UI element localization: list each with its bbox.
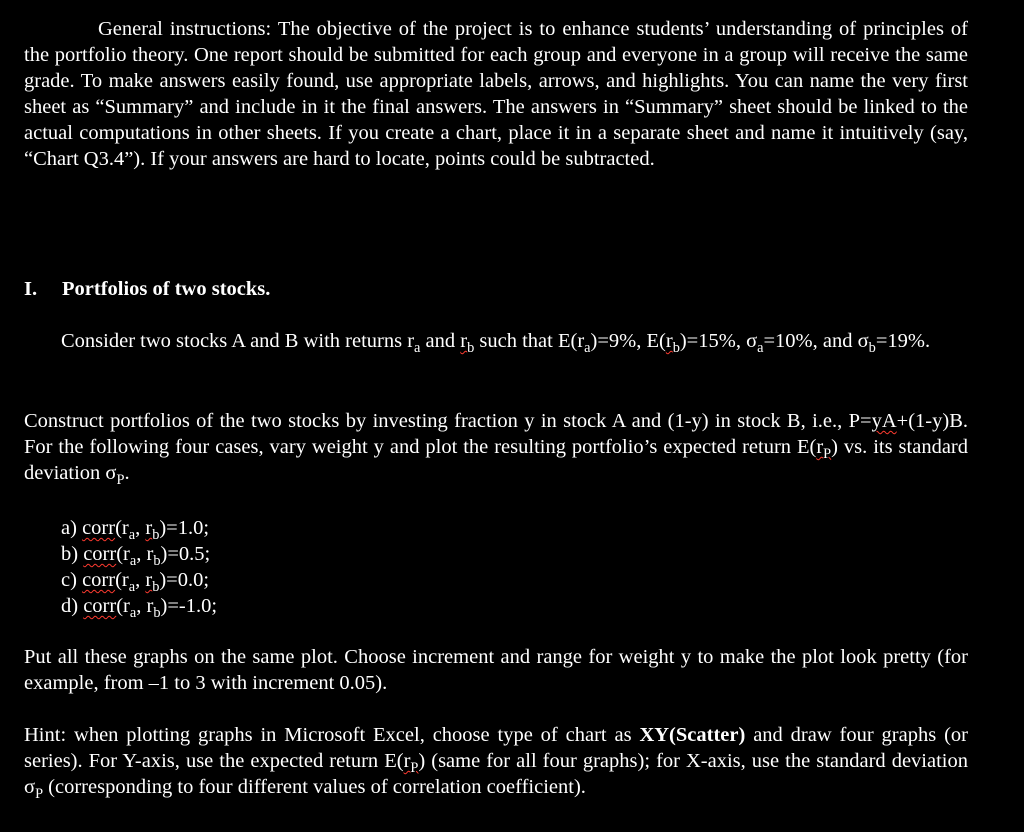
case-text: r <box>146 543 154 565</box>
consider-text: r <box>665 330 673 352</box>
consider-text: r <box>460 330 468 352</box>
subscript-b: b <box>152 527 160 544</box>
section-title: Portfolios of two stocks. <box>62 278 271 300</box>
consider-paragraph <box>24 328 968 357</box>
case-text: (r <box>116 595 130 617</box>
case-text: , <box>136 543 147 565</box>
case-label: a) <box>61 517 83 539</box>
subscript-b: b <box>153 605 161 622</box>
case-text: (r <box>116 543 130 565</box>
spellcheck-squiggle: corr <box>82 569 116 591</box>
case-item-d <box>61 593 1005 622</box>
subscript-a: a <box>129 553 137 570</box>
consider-text: Consider two stocks A and B with returns r <box>61 330 415 352</box>
hint-text: r <box>403 750 411 772</box>
subscript-a: a <box>128 527 136 544</box>
case-value: )=1.0; <box>159 517 210 539</box>
case-text: r <box>145 517 153 539</box>
construct-text: r <box>816 436 824 458</box>
subscript-b: b <box>467 340 475 357</box>
subscript-a: a <box>129 605 137 622</box>
chart-type-bold: XY(Scatter) <box>639 724 746 746</box>
case-item-a <box>61 515 1005 544</box>
subscript-p: P <box>116 472 125 489</box>
general-instructions: General instructions: The objective of the project is to enhance students’ understanding of principles of the portfolio theory. One report should be submitted for each group and everyone in a group will receive the same grade. To make answers easily found, use appropriate labels, arrows, and highlights. You can name the very first sheet as “Summary” and include in it the final answers. The answers in “Summary” sheet should be linked to the actual computations in other sheets. If you create a chart, place it in a separate sheet and name it intuitively (say, “Chart Q3.4”). If your answers are hard to locate, points could be subtracted. <box>24 18 968 170</box>
hint-text: Hint: when plotting graphs in Microsoft Excel, choose type of chart as <box>24 724 640 746</box>
consider-text: =10%, and σ <box>763 330 869 352</box>
case-label: d) <box>61 595 84 617</box>
case-value: )=0.0; <box>159 569 210 591</box>
correlation-cases-list <box>24 515 1005 622</box>
spellcheck-squiggle <box>145 517 160 544</box>
put-all-paragraph: Put all these graphs on the same plot. Choose increment and range for weight y to make the plot look pretty (for example, from –1 to 3 with increment 0.05). <box>24 646 968 694</box>
subscript-b: b <box>672 340 680 357</box>
case-text: r <box>145 569 153 591</box>
spellcheck-squiggle <box>145 569 160 596</box>
hint-text: (corresponding to four different values of correlation coefficient). <box>43 776 586 798</box>
subscript-p: P <box>410 760 419 777</box>
case-item-c <box>61 567 1005 596</box>
subscript-a: a <box>757 340 764 357</box>
spellcheck-squiggle: yA <box>871 410 897 432</box>
construct-text: ) vs. its standard deviation σ <box>24 436 968 484</box>
hint-paragraph <box>24 722 968 803</box>
case-text: , <box>136 595 147 617</box>
subscript-b: b <box>153 553 161 570</box>
section-heading <box>24 276 968 302</box>
case-label: b) <box>61 543 84 565</box>
consider-text: =19%. <box>875 330 931 352</box>
consider-text: )=9%, E( <box>590 330 666 352</box>
case-text: r <box>146 595 154 617</box>
case-text: (r <box>115 569 129 591</box>
subscript-a: a <box>584 340 591 357</box>
construct-text: . <box>124 462 130 484</box>
spellcheck-squiggle <box>665 330 680 357</box>
subscript-p: P <box>35 786 44 803</box>
subscript-b: b <box>868 340 876 357</box>
subscript-b: b <box>152 579 160 596</box>
consider-text: such that E(r <box>474 330 585 352</box>
spellcheck-squiggle <box>816 436 832 463</box>
subscript-a: a <box>128 579 136 596</box>
consider-text: )=15%, σ <box>679 330 758 352</box>
section-number: I. <box>24 278 38 300</box>
case-text: (r <box>115 517 129 539</box>
spellcheck-squiggle: corr <box>83 543 117 565</box>
spellcheck-squiggle <box>460 330 475 357</box>
subscript-a: a <box>414 340 421 357</box>
case-value: )=0.5; <box>160 543 211 565</box>
construct-text: Construct portfolios of the two stocks by investing fraction y in stock A and (1-y) in stock B, i.e., P= <box>24 410 872 432</box>
case-item-b <box>61 541 1005 570</box>
consider-text: and <box>420 330 461 352</box>
hint-text: ) (same for all four graphs); for X-axis, use the standard deviation σ <box>24 750 968 798</box>
construct-text: +(1-y)B. For the following four cases, vary weight y and plot the resulting portfolio’s expected return E( <box>24 410 968 458</box>
construct-paragraph <box>24 408 968 489</box>
spellcheck-squiggle <box>403 750 419 777</box>
case-text: , <box>135 517 146 539</box>
case-text: , <box>135 569 146 591</box>
hint-text: and draw four graphs (or series). For Y-axis, use the expected return E( <box>24 724 968 772</box>
spellcheck-squiggle: corr <box>83 595 117 617</box>
subscript-p: P <box>823 446 832 463</box>
case-value: )=-1.0; <box>160 595 218 617</box>
case-label: c) <box>61 569 83 591</box>
spellcheck-squiggle: corr <box>82 517 116 539</box>
